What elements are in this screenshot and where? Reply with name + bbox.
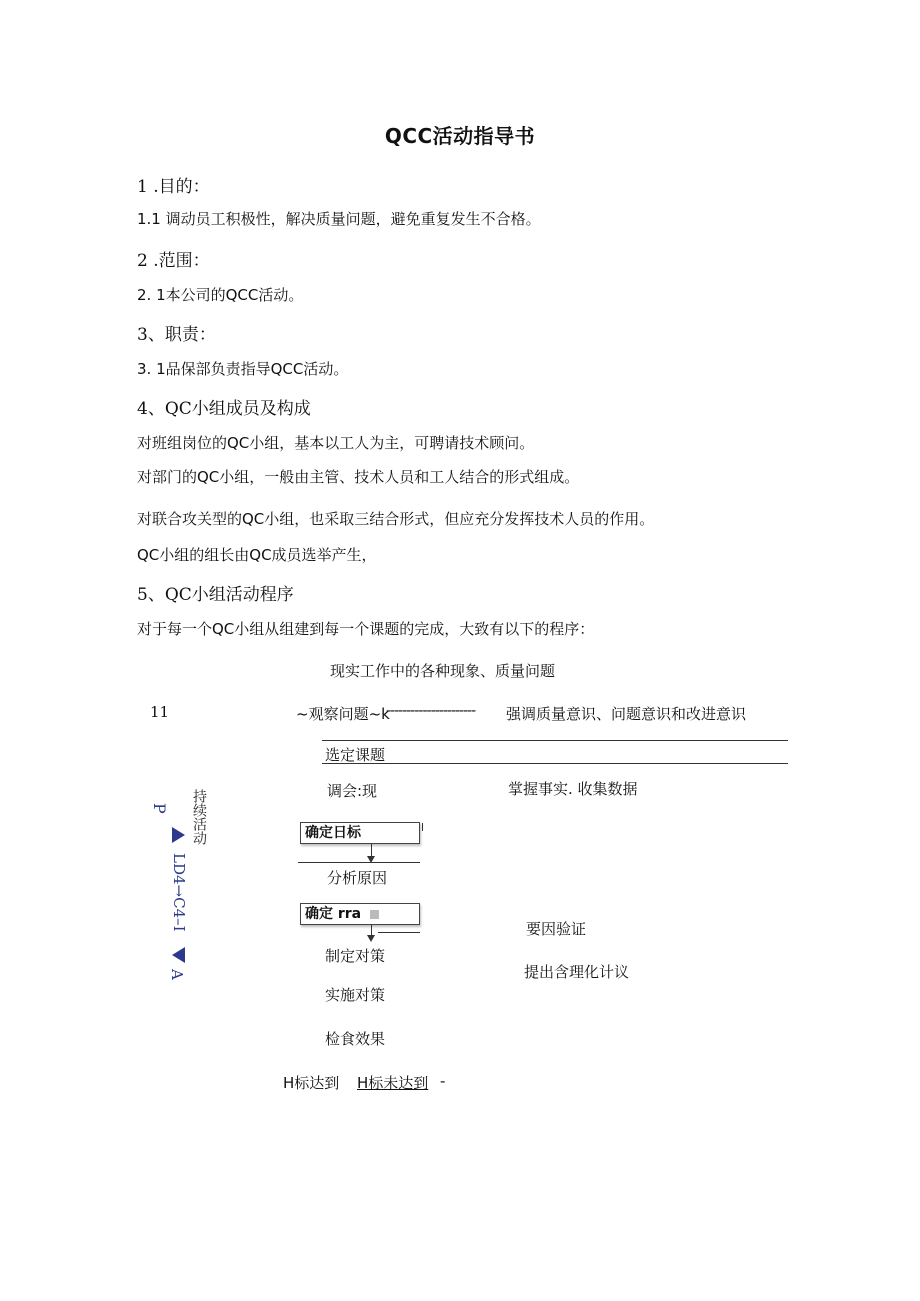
section-5-heading: 5、QC小组活动程序	[137, 585, 294, 605]
section-2-item: 2. 1本公司的QCC活动。	[137, 286, 304, 304]
flow-observe-note: 强调质量意识、问题意识和改进意识	[506, 705, 747, 723]
pdca-right-arrow-icon	[172, 827, 185, 843]
box-tick	[422, 823, 423, 831]
flow-observe: ~观察问题~k	[296, 705, 390, 723]
section-2-heading: 2 .范围：	[137, 251, 210, 271]
flow-select-topic: 选定课题	[325, 746, 386, 764]
flow-sustain-label: 持续活动	[191, 789, 207, 845]
flow-analyze: 分析原因	[327, 869, 388, 887]
flow-top-phenomena: 现实工作中的各种现象、质量问题	[330, 662, 556, 680]
flow-goal-not-met: H标未达到	[357, 1074, 429, 1092]
cause-side-line	[378, 932, 420, 933]
pdca-a: A	[168, 969, 186, 980]
flow-goal-not-met-tail: -	[440, 1072, 446, 1090]
flow-left-number: 11	[150, 703, 170, 721]
page-title: QCC活动指导书	[384, 124, 536, 148]
section-4-line: QC小组的组长由QC成员选举产生，	[137, 546, 377, 564]
cause-arrowhead	[367, 935, 375, 942]
pdca-p: P	[150, 803, 169, 814]
section-1-heading: 1 .目的：	[137, 177, 210, 197]
flow-goal-met: H标达到	[283, 1074, 340, 1092]
flow-implement: 实施对策	[325, 986, 386, 1004]
pdca-left-arrow-icon	[172, 947, 185, 963]
flow-confirm-goal-box	[300, 822, 420, 844]
flow-survey: 调会:现	[327, 782, 378, 800]
rule-top	[322, 740, 788, 741]
flow-make-plan: 制定对策	[325, 947, 386, 965]
flow-dashed-connector: ----------------------	[386, 703, 476, 719]
goal-side-line	[298, 862, 420, 863]
rule-bottom	[322, 763, 788, 764]
flow-survey-note: 掌握事实. 收集数据	[508, 780, 638, 798]
pdca-chain: LD4→C4–I	[170, 853, 188, 932]
flow-cause-note: 要因验证	[526, 920, 587, 938]
section-4-line: 对联合攻关型的QC小组，也采取三结合形式，但应充分发挥技术人员的作用。	[137, 510, 655, 528]
section-4-line: 对班组岗位的QC小组，基本以工人为主，可聘请技术顾问。	[137, 434, 535, 452]
section-3-heading: 3、职责：	[137, 325, 216, 345]
section-1-item: 1.1 调动员工积极性，解决质量问题，避免重复发生不合格。	[137, 210, 541, 228]
flow-confirm-cause-label: 确定 rra	[305, 906, 362, 922]
flow-confirm-goal-label: 确定日标	[305, 825, 361, 841]
small-square-icon	[370, 910, 379, 919]
flow-confirm-cause-box	[300, 903, 420, 925]
flow-check: 检食效果	[325, 1030, 386, 1048]
section-4-heading: 4、QC小组成员及构成	[137, 399, 311, 419]
flow-plan-note: 提出含理化计议	[524, 963, 630, 981]
section-4-line: 对部门的QC小组，一般由主管、技术人员和工人结合的形式组成。	[137, 468, 580, 486]
section-5-intro: 对于每一个QC小组从组建到每一个课题的完成，大致有以下的程序：	[137, 620, 595, 638]
section-3-item: 3. 1品保部负责指导QCC活动。	[137, 360, 349, 378]
